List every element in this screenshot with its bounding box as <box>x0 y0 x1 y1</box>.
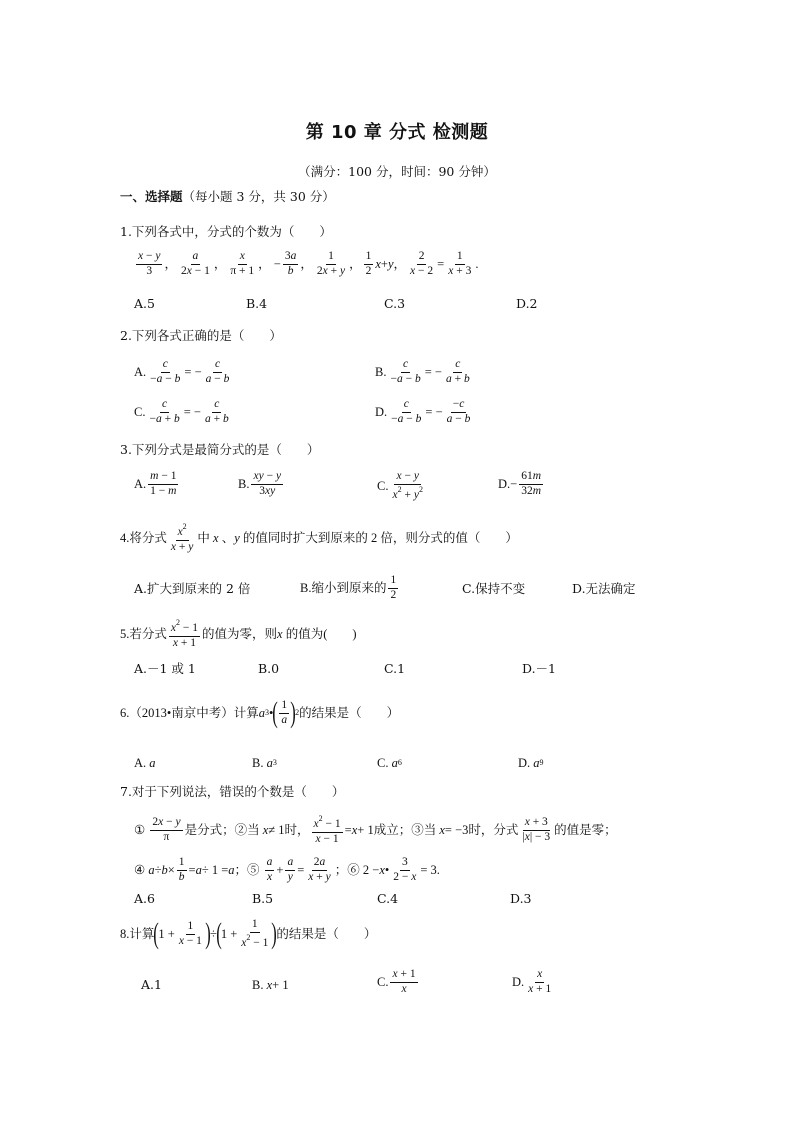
q7-option-c: C.4 <box>377 891 399 906</box>
q8-option-c: C. $\frac{x + 1}{x}$ <box>377 968 416 995</box>
q7-option-a: A.6 <box>134 891 155 906</box>
question-1-stem: 1.下列各式中，分式的个数为（ ） <box>120 224 332 239</box>
q2-option-c: C. $\frac{c}{-a + b}$ = − $\frac{c}{a + b}$ <box>134 398 229 425</box>
q7-option-d: D.3 <box>510 891 532 906</box>
q3-option-b: B. $\frac{xy - y}{3xy}$ <box>238 470 282 497</box>
q4-option-c: C.保持不变 <box>462 581 526 596</box>
q8-option-a: A.1 <box>141 977 162 992</box>
question-6-stem: 6.（2013•南京中考）计算 a 3 • ( $\frac{1}{a}$ ) 2 的结果是（ ） <box>120 696 400 729</box>
q8-option-d: D. $\frac{x}{x + 1}$ <box>512 968 552 995</box>
q4-option-b: B.缩小到原来的 $\frac{1}{2}$ <box>300 574 397 601</box>
q5-option-b: B.0 <box>258 661 280 676</box>
q3-option-d: D. − $\frac{61m}{32m}$ <box>498 470 542 497</box>
q3-option-a: A. $\frac{m - 1}{1 - m}$ <box>134 470 177 497</box>
q5-option-c: C.1 <box>384 661 406 676</box>
q1-option-b: B.4 <box>246 296 268 311</box>
q2-option-d: D. $\frac{c}{-a - b}$ = − $\frac{-c}{a - b}$ <box>375 398 471 425</box>
question-5-stem: 5.若分式 $\frac{x^2 - 1}{x + 1}$ 的值为零，则 x 的值为( ) <box>120 618 357 649</box>
q6-option-d: D. a 9 <box>518 756 544 770</box>
q8-option-b: B. x + 1 <box>252 978 289 992</box>
q1-option-d: D.2 <box>516 296 538 311</box>
q3-option-c: C. $\frac{x - y}{x^2 + y^2}$ <box>377 470 423 501</box>
q1-option-a: A.5 <box>134 296 155 311</box>
question-3-stem: 3.下列分式是最简分式的是（ ） <box>120 442 320 457</box>
q7-option-b: B.5 <box>252 891 274 906</box>
q4-option-a: A.扩大到原来的 2 倍 <box>134 581 251 596</box>
question-4-stem: 4.将分式 $\frac{x^2}{x + y}$ 中 x 、 y 的值同时扩大到原来的 2 倍，则分式的值（ ） <box>120 522 518 553</box>
page-subtitle: （满分：100 分，时间：90 分钟） <box>298 164 496 179</box>
q1-option-c: C.3 <box>384 296 406 311</box>
question-7-statements-1: ① $\frac{2x - y}{\pi}$ 是分式；②当 x ≠ 1 时， $\frac{x^2 - 1}{x - 1}$ = x + 1 成立；③当 x = −3 时，分式 $\frac{x + 3}{|x| - 3}$ 的值是零； <box>134 814 617 845</box>
question-7-stem: 7.对于下列说法，错误的个数是（ ） <box>120 784 345 799</box>
q6-option-c: C. a 6 <box>377 756 402 770</box>
q5-option-d: D.－1 <box>522 661 557 676</box>
section-heading: 一、选择题（每小题 3 分，共 30 分） <box>120 189 335 204</box>
question-8-stem: 8.计算 ( 1 + $\frac{1}{x - 1}$ ) ÷ ( 1 + $\frac{1}{x^2 - 1}$ ) 的结果是（ ） <box>120 917 377 951</box>
q5-option-a: A.－1 或 1 <box>134 661 196 676</box>
q2-option-a: A. $\frac{c}{-a - b}$ = − $\frac{c}{a - b}$ <box>134 358 230 385</box>
q6-option-a: A. a <box>134 756 156 770</box>
question-7-statements-2: ④ a ÷ b × $\frac{1}{b}$ = a ÷ 1 = a ；⑤ $\frac{a}{x}$ + $\frac{a}{y}$ = $\frac{2a}{x + y}$ ；⑥ 2 − x • $\frac{3}{2 - x}$ = 3. <box>134 856 440 883</box>
q2-option-b: B. $\frac{c}{-a - b}$ = − $\frac{c}{a + b}$ <box>375 358 470 385</box>
question-2-stem: 2.下列各式正确的是（ ） <box>120 328 282 343</box>
q4-option-d: D.无法确定 <box>572 581 636 596</box>
q6-option-b: B. a 3 <box>252 756 277 770</box>
page-title: 第 10 章 分式 检测题 <box>305 122 489 143</box>
question-1-expressions: $\frac{x - y}{3}$ ， $\frac{a}{2x - 1}$ ， $\frac{x}{\pi + 1}$ ， − $\frac{3a}{b}$ ， $\frac{1}{2x + y}$ ， $\frac{1}{2}$ x + y ， $\frac{2}{x - 2}$ = $\frac{1}{x + 3}$ . <box>138 250 479 277</box>
